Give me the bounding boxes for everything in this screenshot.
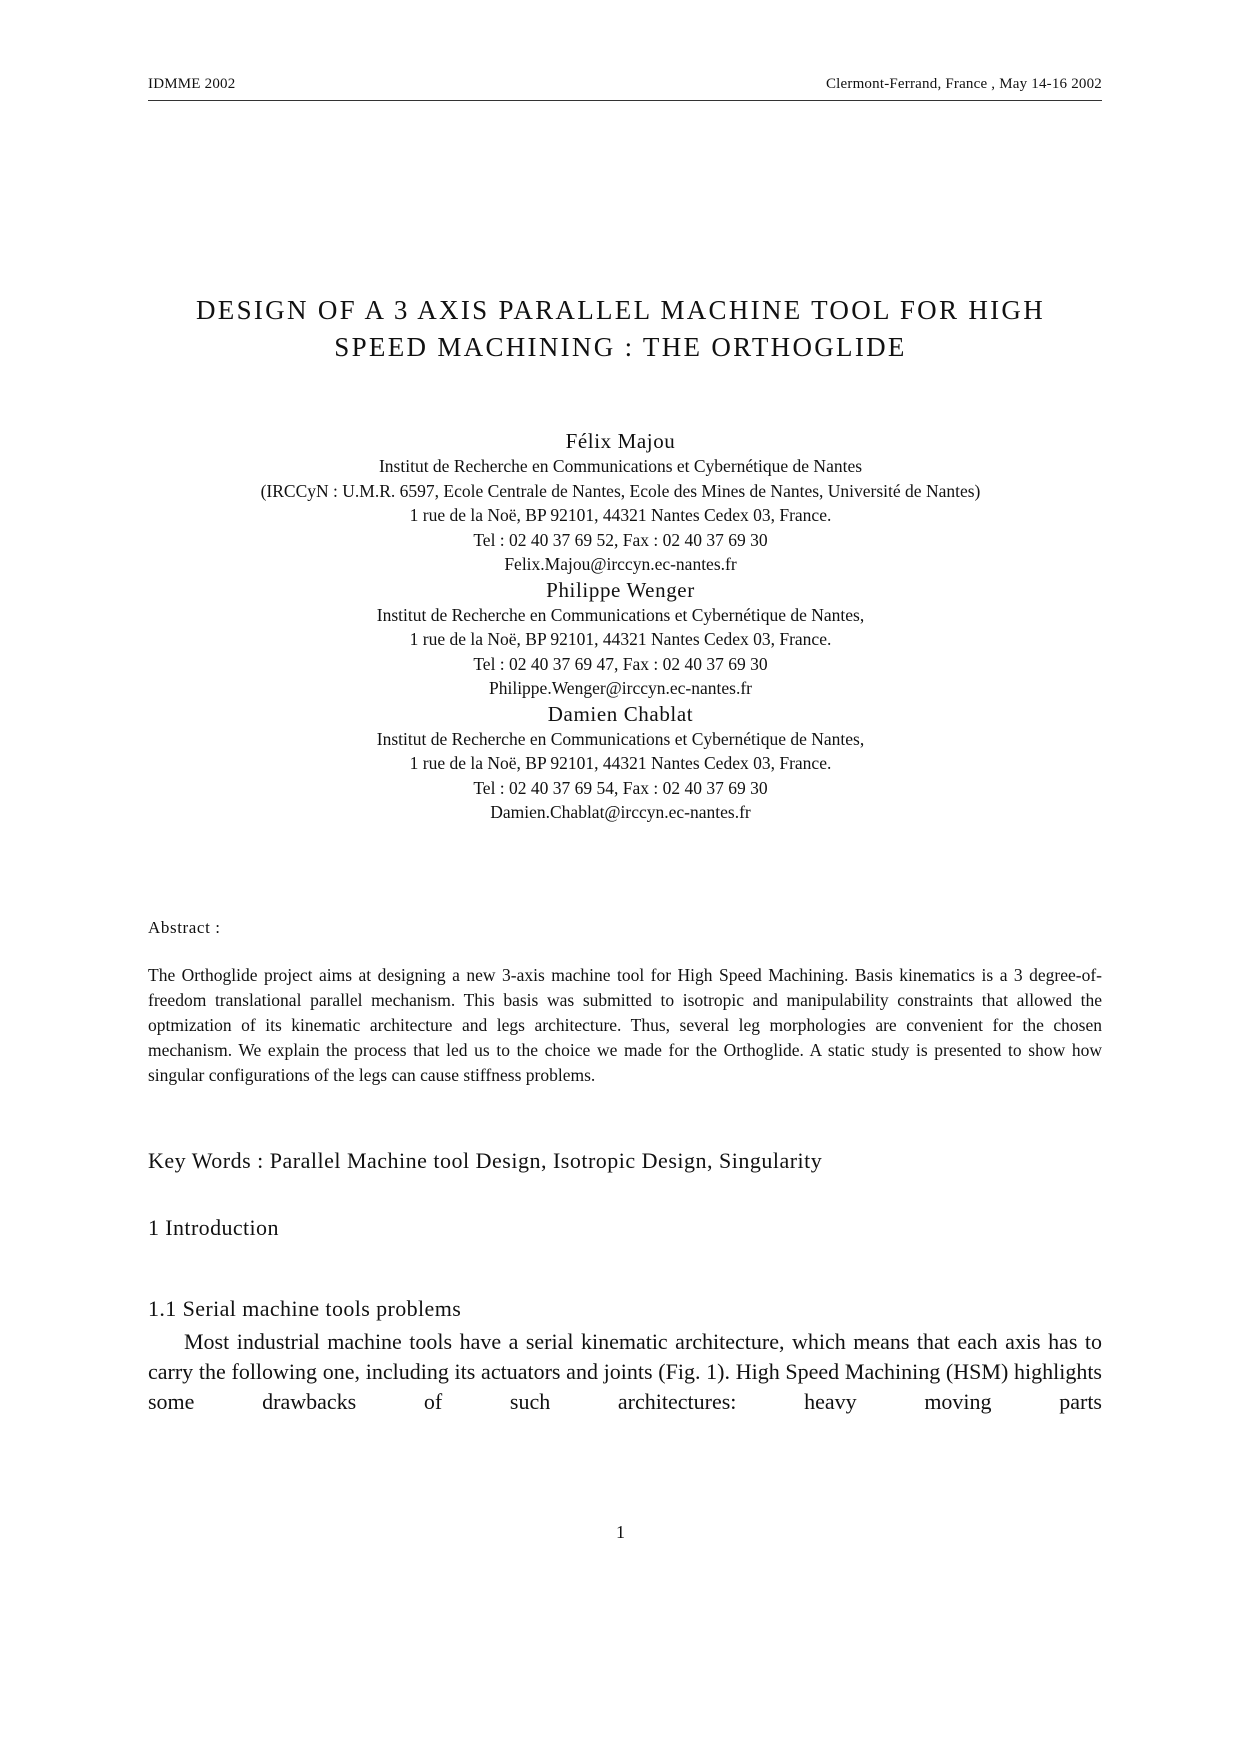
author-block-majou xyxy=(100,428,1141,577)
title-line-1: DESIGN OF A 3 AXIS PARALLEL MACHINE TOOL FOR HIGH xyxy=(195,295,1046,325)
author-list xyxy=(100,428,1141,825)
page-number: 1 xyxy=(616,1522,625,1542)
keywords: Key Words : Parallel Machine tool Design, Isotropic Design, Singularity xyxy=(148,1148,823,1173)
author-affiliation: Institut de Recherche en Communications et Cybernétique de Nantes, xyxy=(376,728,865,749)
author-name: Félix Majou xyxy=(565,429,676,453)
author-affiliation: Institut de Recherche en Communications et Cybernétique de Nantes xyxy=(378,456,863,476)
author-phone: Tel : 02 40 37 69 52, Fax : 02 40 37 69 30 xyxy=(473,529,768,550)
author-email: Philippe.Wenger@irccyn.ec-nantes.fr xyxy=(488,678,752,698)
author-phone: Tel : 02 40 37 69 54, Fax : 02 40 37 69 30 xyxy=(473,777,768,798)
author-address: 1 rue de la Noë, BP 92101, 44321 Nantes Cedex 03, France. xyxy=(409,629,832,649)
author-affiliation-detail: (IRCCyN : U.M.R. 6597, Ecole Centrale de Nantes, Ecole des Mines de Nantes, Université de Nantes) xyxy=(260,480,981,501)
author-name: Damien Chablat xyxy=(547,701,694,726)
paper-title xyxy=(100,292,1141,366)
abstract-text: The Orthoglide project aims at designing a new 3-axis machine tool for High Speed Machining. Basis kinematics is a 3 degree-of-freedom translational parallel mechanism. This basis was submitted to isotropic and manipulability constraints that allowed the optmization of its kinematic architecture and legs architecture. Thus, several leg morphologies are convenient for the chosen mechanism. We explain the process that led us to the choice we made for the Orthoglide. A static study is presented to show how singular configurations of the legs can cause stiffness problems. xyxy=(148,965,1102,1085)
author-email: Damien.Chablat@irccyn.ec-nantes.fr xyxy=(490,802,751,822)
author-address: 1 rue de la Noë, BP 92101, 44321 Nantes Cedex 03, France. xyxy=(409,753,832,773)
author-name: Philippe Wenger xyxy=(546,577,695,602)
header-location-date: Clermont-Ferrand, France , May 14-16 2002 xyxy=(825,76,1102,92)
running-header xyxy=(148,76,1102,101)
header-conference: IDMME 2002 xyxy=(148,76,236,92)
author-affiliation: Institut de Recherche en Communications et Cybernétique de Nantes, xyxy=(376,604,865,625)
author-block-wenger xyxy=(100,577,1141,701)
author-block-chablat xyxy=(100,701,1141,825)
body-paragraph: Most industrial machine tools have a serial kinematic architecture, which means that each axis has to carry the following one, including its actuators and joints (Fig. 1). High Speed Machining (HSM) highlights some drawbacks of such architectures: heavy moving parts xyxy=(148,1329,1102,1414)
subsection-heading-serial-machine-tools: 1.1 Serial machine tools problems xyxy=(148,1296,462,1321)
abstract-label: Abstract : xyxy=(148,918,221,937)
author-phone: Tel : 02 40 37 69 47, Fax : 02 40 37 69 30 xyxy=(473,653,768,674)
section-heading-introduction: 1 Introduction xyxy=(148,1215,279,1240)
title-line-2: SPEED MACHINING : THE ORTHOGLIDE xyxy=(334,332,907,362)
author-email: Felix.Majou@irccyn.ec-nantes.fr xyxy=(504,554,737,574)
author-address: 1 rue de la Noë, BP 92101, 44321 Nantes Cedex 03, France. xyxy=(409,505,832,525)
